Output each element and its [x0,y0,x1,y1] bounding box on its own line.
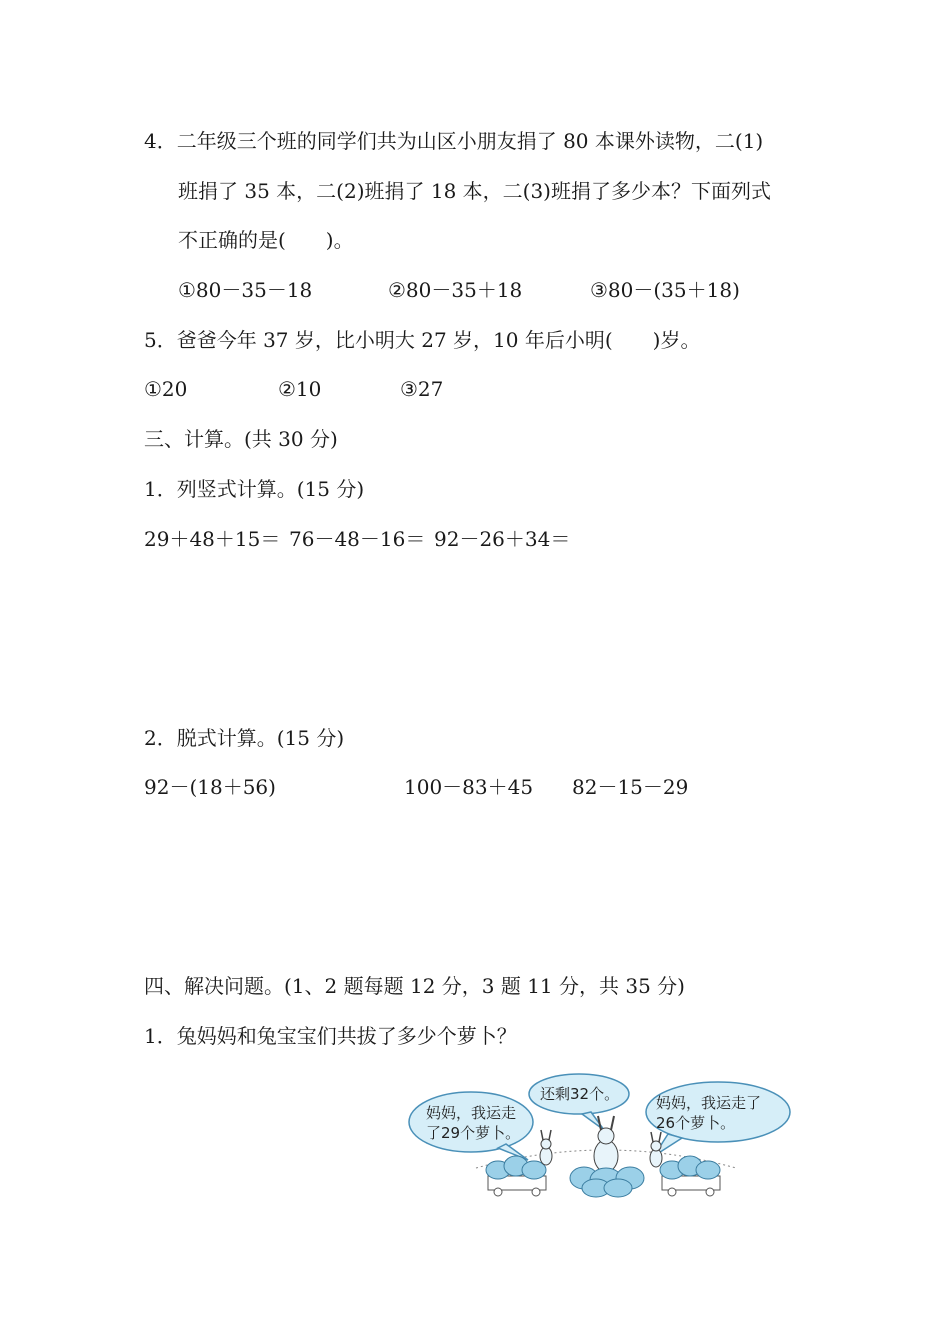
q4-line-2: 班捐了 35 本，二(2)班捐了 18 本，二(3)班捐了多少本？下面列式 [178,179,771,203]
middle-speech-bubble [529,1074,629,1130]
q5-option-2: ②10 [278,377,322,401]
vertical-calc-3: 92－26＋34＝ [434,527,571,551]
q4-line-1: 4．二年级三个班的同学们共为山区小朋友捐了 80 本课外读物，二(1) [144,129,764,153]
q5-line-1: 5．爸爸今年 37 岁，比小明大 27 岁，10 年后小明( )岁。 [144,328,701,352]
right-bubble-line-1: 妈妈，我运走了 [656,1094,762,1112]
left-speech-bubble [409,1092,533,1160]
section3-p2-title: 2．脱式计算。(15 分) [144,726,345,750]
q4-option-2: ②80－35＋18 [388,278,523,302]
left-bunny [540,1130,552,1165]
section4-heading: 四、解决问题。(1、2 题每题 12 分，3 题 11 分，共 35 分) [144,974,685,998]
right-bunny [650,1132,662,1167]
q5-option-1: ①20 [144,377,188,401]
q4-option-3: ③80－(35＋18) [590,278,740,302]
right-speech-bubble [646,1082,790,1156]
middle-carrot-pile [570,1167,644,1197]
section3-p1-title: 1．列竖式计算。(15 分) [144,477,365,501]
section4-p1-title: 1．兔妈妈和兔宝宝们共拔了多少个萝卜？ [144,1024,517,1048]
vertical-calc-1: 29＋48＋15＝ [144,527,281,551]
vertical-calc-2: 76－48－16＝ [289,527,426,551]
right-bubble-line-2: 26个萝卜。 [656,1114,736,1132]
q5-option-3: ③27 [400,377,444,401]
left-bubble-line-2: 了29个萝卜。 [426,1124,521,1142]
step-calc-1: 92－(18＋56) [144,775,276,799]
left-carrot-cart [486,1156,546,1196]
right-carrot-cart [660,1156,720,1196]
step-calc-3: 82－15－29 [572,775,689,799]
q4-option-1: ①80－35－18 [178,278,313,302]
q4-line-3: 不正确的是( )。 [178,228,354,252]
left-bubble-line-1: 妈妈，我运走 [426,1104,517,1122]
rabbits-carrots-illustration [406,1072,806,1204]
step-calc-2: 100－83＋45 [404,775,534,799]
section3-heading: 三、计算。(共 30 分) [144,427,338,451]
middle-bubble-line-1: 还剩32个。 [540,1085,620,1103]
